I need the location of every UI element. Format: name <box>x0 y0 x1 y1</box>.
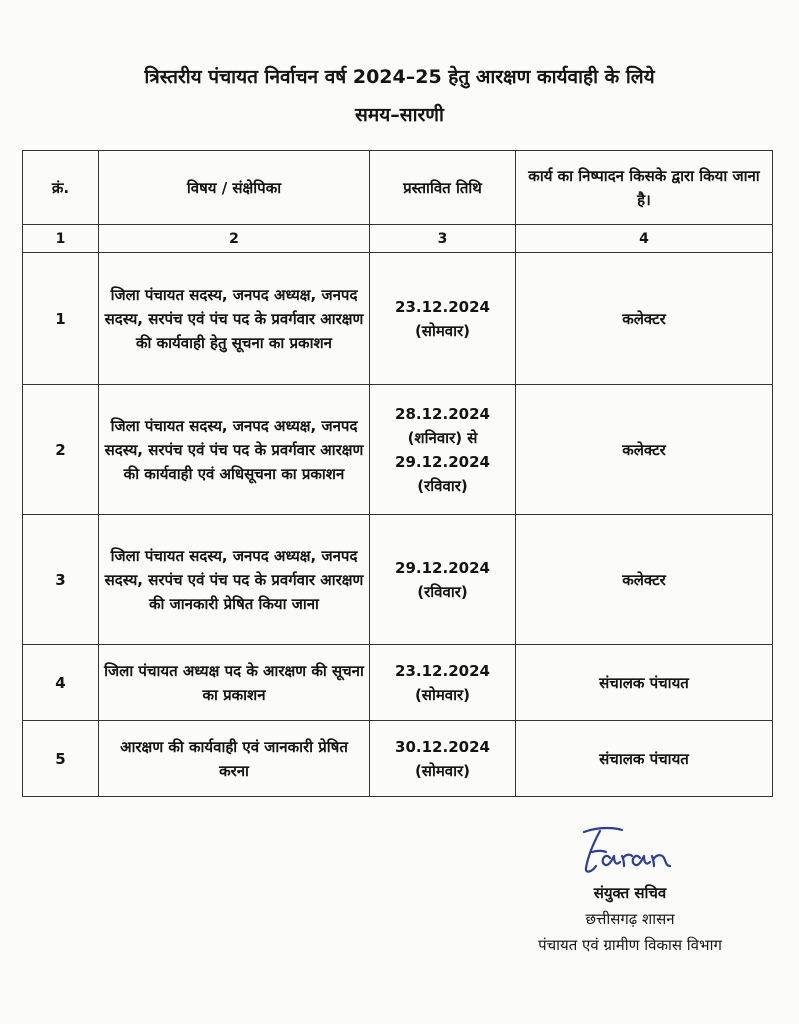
date-text: 29.12.2024 <box>395 452 490 471</box>
signature-block <box>480 822 780 958</box>
column-number: 4 <box>516 225 773 253</box>
row-date <box>370 385 516 515</box>
day-text: (सोमवार) <box>414 761 471 780</box>
table-row <box>23 515 773 645</box>
title-line-2: समय–सारणी <box>355 104 444 126</box>
header-subject: विषय / संक्षेपिका <box>99 151 370 225</box>
header-sno: क्रं. <box>23 151 99 225</box>
row-date <box>370 721 516 797</box>
column-number: 3 <box>370 225 516 253</box>
table-row <box>23 721 773 797</box>
header-date: प्रस्तावित तिथि <box>370 151 516 225</box>
column-number-row <box>23 225 773 253</box>
day-text: (रविवार) <box>417 476 468 495</box>
day-text: (रविवार) <box>417 582 468 601</box>
row-date <box>370 645 516 721</box>
row-subject: आरक्षण की कार्यवाही एवं जानकारी प्रेषित करना <box>99 721 370 797</box>
row-executor: कलेक्टर <box>516 515 773 645</box>
header-executor: कार्य का निष्पादन किसके द्वारा किया जाना है। <box>516 151 773 225</box>
column-number: 2 <box>99 225 370 253</box>
row-sno: 5 <box>23 721 99 797</box>
table-header-row <box>23 151 773 225</box>
date-text: 23.12.2024 <box>395 297 490 316</box>
row-executor: कलेक्टर <box>516 385 773 515</box>
date-text: 30.12.2024 <box>395 737 490 756</box>
signatory-designation: संयुक्त सचिव <box>593 884 667 902</box>
document-title <box>40 58 759 134</box>
title-line-1: त्रिस्तरीय पंचायत निर्वाचन वर्ष 2024–25 हेतु आरक्षण कार्यवाही के लिये <box>144 66 655 88</box>
row-executor: संचालक पंचायत <box>516 721 773 797</box>
row-sno: 3 <box>23 515 99 645</box>
table-row <box>23 253 773 385</box>
row-executor: संचालक पंचायत <box>516 645 773 721</box>
row-subject: जिला पंचायत अध्यक्ष पद के आरक्षण की सूचना का प्रकाशन <box>99 645 370 721</box>
row-subject: जिला पंचायत सदस्य, जनपद अध्यक्ष, जनपद सदस्य, सरपंच एवं पंच पद के प्रवर्गवार आरक्षण की कार्यवाही एवं अधिसूचना का प्रकाशन <box>99 385 370 515</box>
handwritten-signature <box>570 822 690 880</box>
row-date <box>370 515 516 645</box>
row-sno: 4 <box>23 645 99 721</box>
column-number: 1 <box>23 225 99 253</box>
row-subject: जिला पंचायत सदस्य, जनपद अध्यक्ष, जनपद सदस्य, सरपंच एवं पंच पद के प्रवर्गवार आरक्षण की कार्यवाही हेतु सूचना का प्रकाशन <box>99 253 370 385</box>
table-row <box>23 385 773 515</box>
day-text: (सोमवार) <box>414 685 471 704</box>
signatory-department: पंचायत एवं ग्रामीण विकास विभाग <box>538 936 722 954</box>
date-text: 28.12.2024 <box>395 404 490 423</box>
date-text: 29.12.2024 <box>395 558 490 577</box>
table-row <box>23 645 773 721</box>
schedule-table <box>22 150 773 797</box>
row-subject: जिला पंचायत सदस्य, जनपद अध्यक्ष, जनपद सदस्य, सरपंच एवं पंच पद के प्रवर्गवार आरक्षण की जानकारी प्रेषित किया जाना <box>99 515 370 645</box>
row-date <box>370 253 516 385</box>
day-text: (शनिवार) से <box>407 428 478 447</box>
signatory-government: छत्तीसगढ़ शासन <box>585 910 675 928</box>
row-sno: 1 <box>23 253 99 385</box>
row-sno: 2 <box>23 385 99 515</box>
date-text: 23.12.2024 <box>395 661 490 680</box>
day-text: (सोमवार) <box>414 321 471 340</box>
row-executor: कलेक्टर <box>516 253 773 385</box>
